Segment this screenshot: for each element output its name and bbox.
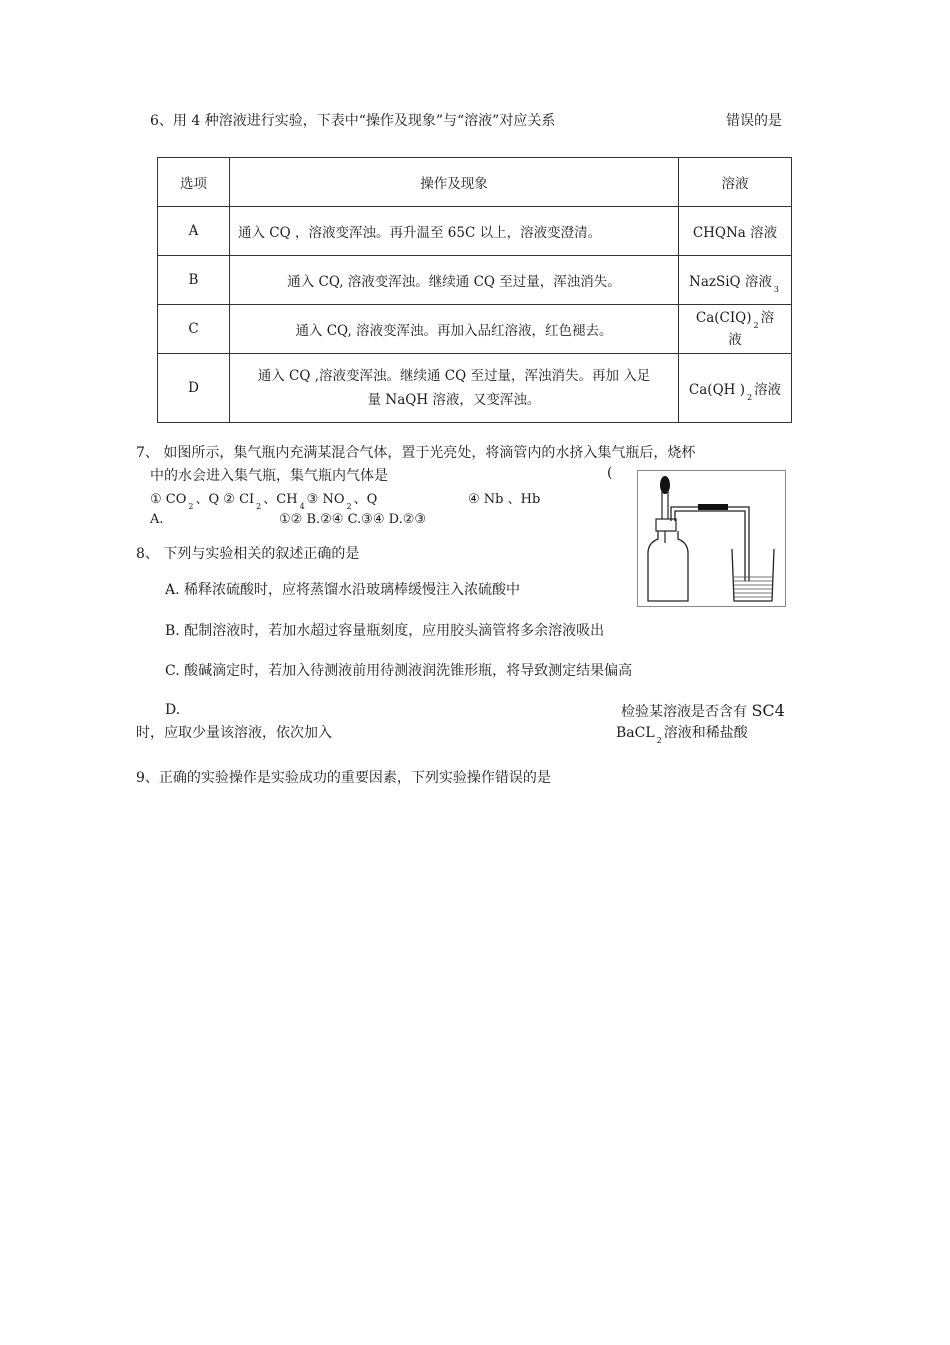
- q9-stem: 9、正确的实验操作是实验成功的重要因素，下列实验操作错误的是: [136, 770, 551, 786]
- q7-answer-label: A.: [150, 512, 164, 527]
- q6-table: [157, 157, 792, 423]
- q7-answers: ①② B.②④ C.③④ D.②③: [279, 512, 427, 527]
- q7-gas-option-4: ④ Nb 、Hb: [468, 492, 541, 507]
- table-row: [158, 256, 792, 305]
- gas-bottle: [648, 531, 688, 601]
- row-option: D: [158, 354, 230, 423]
- row-operation: [230, 354, 679, 423]
- q6-stem: 6、用 4 种溶液进行实验，下表中“操作及现象”与“溶液”对应关系: [150, 113, 556, 129]
- table-header-row: [158, 158, 792, 207]
- q7-stem-line1: 7、 如图所示，集气瓶内充满某混合气体，置于光亮处，将滴管内的水挤入集气瓶后，烧杯: [136, 445, 696, 461]
- beaker-water: [734, 577, 772, 597]
- subscript: 2: [346, 502, 352, 511]
- subscript: 2: [188, 502, 194, 511]
- row-option: A: [158, 207, 230, 256]
- solution-text: NazSiQ 溶液: [689, 274, 772, 290]
- row-solution: [679, 305, 792, 354]
- header-option: 选项: [158, 158, 230, 207]
- q8-option-d-right1: [621, 701, 785, 721]
- row-solution: [679, 354, 792, 423]
- d-text: 检验某溶液是否含有: [621, 704, 747, 720]
- stopper: [656, 519, 676, 531]
- connecting-tube-inner: [675, 511, 745, 581]
- q8-option-c: C. 酸碱滴定时，若加入待测液前用待测液润洗锥形瓶，将导致测定结果偏高: [165, 663, 633, 679]
- solution-text: 溶液: [754, 382, 782, 398]
- solution-subscript: 2: [753, 321, 759, 330]
- q8-option-b: B. 配制溶液时，若加水超过容量瓶刻度，应用胶头滴管将多余溶液吸出: [165, 623, 605, 639]
- q8-option-d-left2: 时，应取少量该溶液，依次加入: [136, 725, 332, 741]
- row-operation: 通入 CQ, 溶液变浑浊。再加入品红溶液，红色褪去。: [230, 305, 679, 354]
- subscript: 2: [656, 736, 662, 745]
- gas-opt-4: ③ NO: [306, 492, 345, 507]
- q7-paren: (: [607, 465, 613, 481]
- apparatus-figure: [637, 470, 786, 607]
- header-operation: 操作及现象: [230, 158, 679, 207]
- gas-opt-2: 、Q ② CI: [195, 492, 255, 507]
- table-row: [158, 354, 792, 423]
- row-operation: 通入 CQ ，溶液变浑浊。再升温至 65C 以上，溶液变澄清。: [230, 207, 679, 256]
- solution-formula: Ca(CIQ): [695, 310, 752, 326]
- solution-subscript: 3: [773, 285, 779, 294]
- row-option: B: [158, 256, 230, 305]
- q8-stem: 8、 下列与实验相关的叙述正确的是: [136, 546, 360, 562]
- rubber-joint: [698, 504, 728, 510]
- row-option: C: [158, 305, 230, 354]
- connecting-tube: [671, 507, 749, 581]
- subscript: 4: [299, 502, 305, 511]
- d-ion: SC4: [751, 701, 785, 720]
- table-row: [158, 305, 792, 354]
- operation-line-1: 通入 CQ ,溶液变浑浊。继续通 CQ 至过量，浑浊消失。再加 入足: [257, 368, 651, 384]
- row-solution: CHQNa 溶液: [679, 207, 792, 256]
- q8-option-a: A. 稀释浓硫酸时，应将蒸馏水沿玻璃棒缓慢注入浓硫酸中: [165, 582, 521, 598]
- gas-opt-1: ① CO: [150, 492, 187, 507]
- gas-opt-5: 、Q: [353, 492, 378, 507]
- q7-stem-line2: 中的水会进入集气瓶，集气瓶内气体是: [150, 468, 388, 484]
- solution-text-2: 液: [728, 332, 742, 348]
- subscript: 2: [256, 502, 262, 511]
- q7-gas-options: [150, 488, 378, 511]
- operation-line-2: 量 NaQH 溶液，又变浑浊。: [367, 392, 541, 408]
- q8-option-d-right2: [616, 722, 748, 745]
- d-reagent: BaCL: [616, 725, 655, 741]
- solution-subscript: 2: [746, 393, 753, 402]
- header-solution: 溶液: [679, 158, 792, 207]
- d-reagent-tail: 溶液和稀盐酸: [663, 725, 748, 741]
- row-operation: 通入 CQ, 溶液变浑浊。继续通 CQ 至过量，浑浊消失。: [230, 256, 679, 305]
- row-solution: [679, 256, 792, 305]
- q6-stem-tail: 错误的是: [726, 113, 782, 129]
- q8-option-d-label: D.: [165, 702, 181, 718]
- table-row: [158, 207, 792, 256]
- solution-text: 溶: [760, 310, 775, 326]
- dropper-tube: [662, 491, 668, 521]
- gas-opt-3: 、CH: [263, 492, 298, 507]
- apparatus-drawing: [638, 471, 785, 606]
- solution-formula: Ca(QH ): [688, 382, 745, 398]
